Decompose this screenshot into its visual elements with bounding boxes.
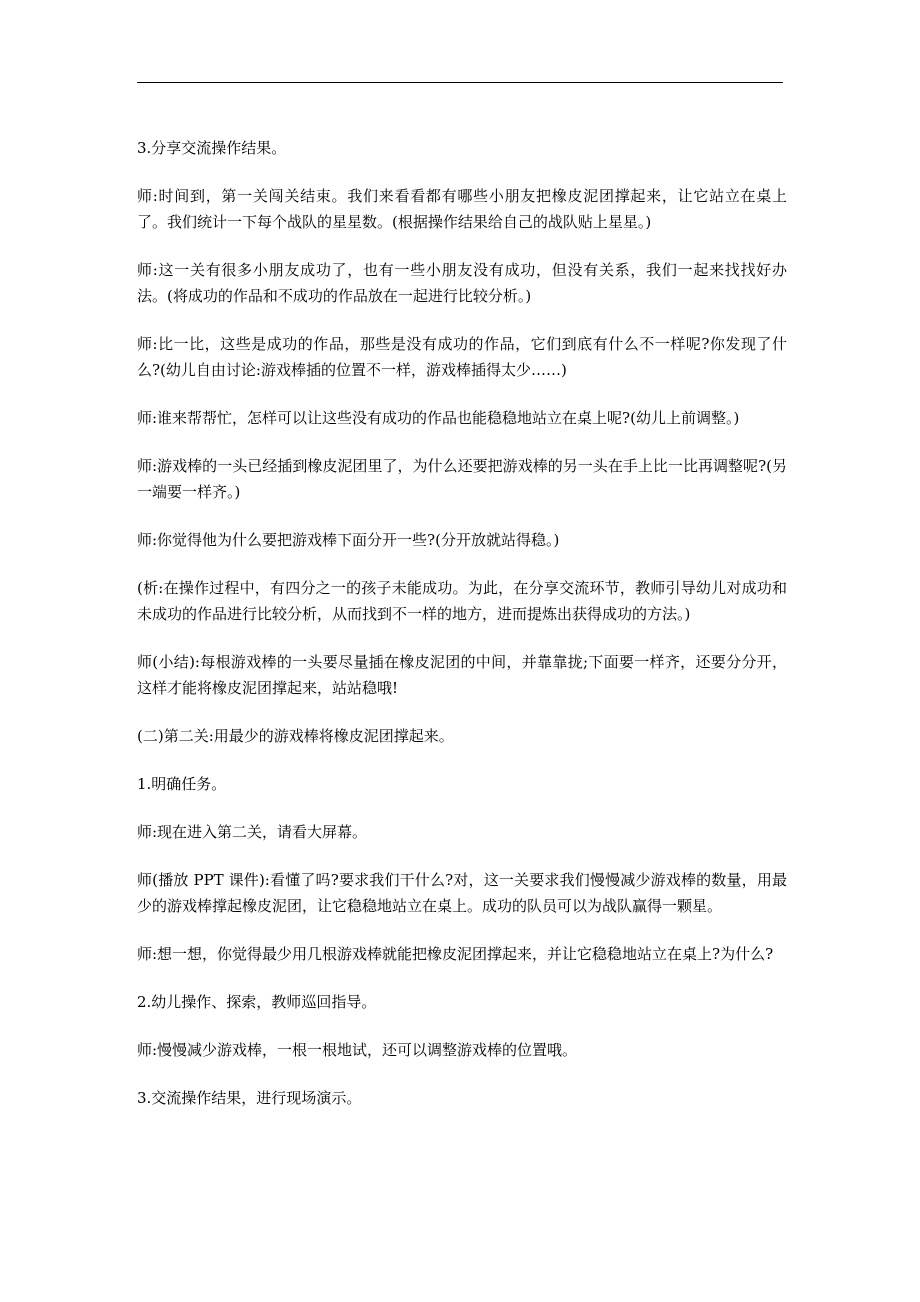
- paragraph: 师:谁来帮帮忙，怎样可以让这些没有成功的作品也能稳稳地站立在桌上呢?(幼儿上前调整。): [137, 409, 740, 427]
- paragraph: 3.分享交流操作结果。: [137, 139, 287, 157]
- paragraph: 师:你觉得他为什么要把游戏棒下面分开一些?(分开放就站得稳。): [137, 531, 560, 549]
- header-rule: [137, 82, 783, 83]
- paragraph: 1.明确任务。: [137, 775, 227, 793]
- paragraph: 师:时间到，第一关闯关结束。我们来看看都有哪些小朋友把橡皮泥团撑起来，让它站立在桌上了。我们统计一下每个战队的星星数。(根据操作结果给自己的战队贴上星星。): [137, 187, 787, 231]
- paragraph: 师:这一关有很多小朋友成功了，也有一些小朋友没有成功，但没有关系，我们一起来找找好办法。(将成功的作品和不成功的作品放在一起进行比较分析。): [137, 261, 787, 305]
- paragraph: 师(小结):每根游戏棒的一头要尽量插在橡皮泥团的中间，并靠靠拢;下面要一样齐，还要分分开，这样才能将橡皮泥团撑起来，站站稳哦!: [137, 653, 787, 697]
- paragraph: 2.幼儿操作、探索，教师巡回指导。: [137, 993, 377, 1011]
- paragraph: 3.交流操作结果，进行现场演示。: [137, 1089, 362, 1107]
- paragraph: 师:慢慢减少游戏棒，一根一根地试，还可以调整游戏棒的位置哦。: [137, 1041, 578, 1059]
- paragraph: 师:比一比，这些是成功的作品，那些是没有成功的作品，它们到底有什么不一样呢?你发现了什么?(幼儿自由讨论:游戏棒插的位置不一样，游戏棒插得太少……): [137, 335, 787, 379]
- paragraph: 师(播放 PPT 课件):看懂了吗?要求我们干什么?对，这一关要求我们慢慢减少游戏棒的数量，用最少的游戏棒撑起橡皮泥团，让它稳稳地站立在桌上。成功的队员可以为战队赢得一颗星。: [137, 871, 787, 915]
- paragraph: (析:在操作过程中，有四分之一的孩子未能成功。为此，在分享交流环节，教师引导幼儿对成功和未成功的作品进行比较分析，从而找到不一样的地方，进而提炼出获得成功的方法。): [137, 579, 787, 623]
- document-body: [137, 135, 787, 1133]
- paragraph: 师:游戏棒的一头已经插到橡皮泥团里了，为什么还要把游戏棒的另一头在手上比一比再调整呢?(另一端要一样齐。): [137, 457, 787, 501]
- paragraph: 师:现在进入第二关，请看大屏幕。: [137, 823, 368, 841]
- paragraph: (二)第二关:用最少的游戏棒将橡皮泥团撑起来。: [137, 727, 454, 745]
- paragraph: 师:想一想，你觉得最少用几根游戏棒就能把橡皮泥团撑起来，并让它稳稳地站立在桌上?为什么?: [137, 945, 774, 963]
